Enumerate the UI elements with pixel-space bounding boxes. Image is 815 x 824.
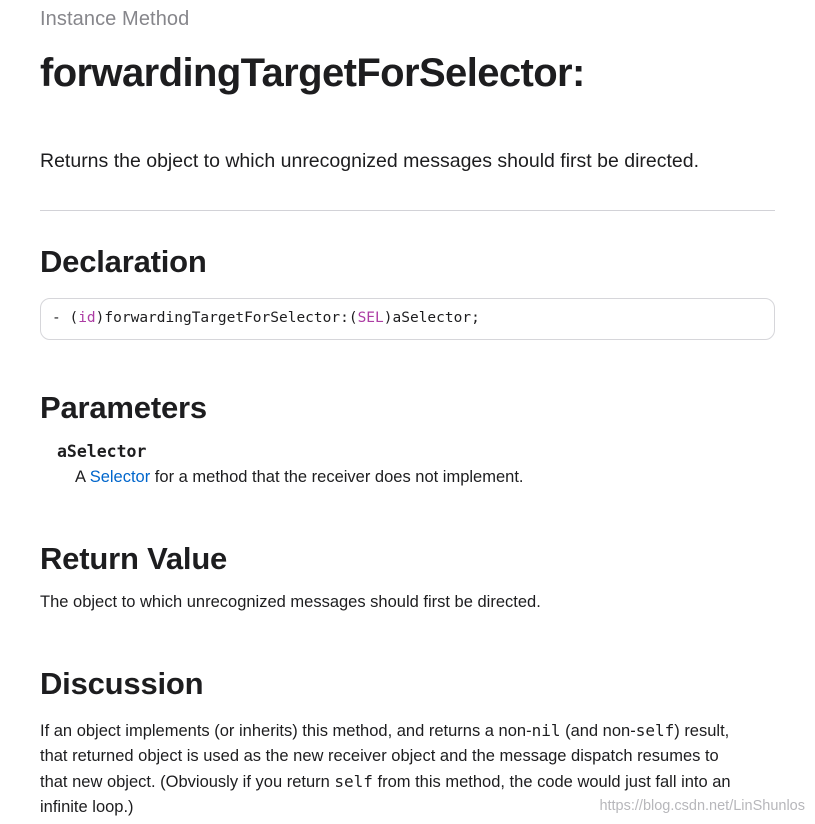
abstract-text: Returns the object to which unrecognized messages should first be directed. [40, 150, 700, 172]
code-prefix: - ( [52, 310, 79, 326]
return-value-text: The object to which unrecognized messages should first be directed. [40, 593, 541, 611]
return-value-heading: Return Value [40, 541, 228, 576]
watermark: https://blog.csdn.net/LinShunlos [599, 798, 805, 814]
discussion-text-segment: (and non- [560, 722, 636, 740]
declaration-heading: Declaration [40, 244, 207, 279]
divider [40, 210, 775, 211]
discussion-text-segment: ) result, [674, 722, 730, 740]
discussion-text-segment: from this method, the code would just fall into an [372, 773, 731, 791]
code-method-name: )forwardingTargetForSelector:( [95, 310, 358, 326]
parameter-description [75, 468, 524, 487]
parameter-desc-before: A [75, 468, 90, 486]
code-return-type[interactable]: id [78, 310, 96, 326]
inline-code-self: self [334, 772, 373, 791]
discussion-text-segment: If an object implements (or inherits) this method, and returns a non- [40, 722, 532, 740]
inline-code-self: self [635, 721, 675, 740]
page-title: forwardingTargetForSelector: [40, 51, 585, 95]
parameter-name: aSelector [57, 442, 147, 461]
declaration-code-box [40, 298, 775, 340]
selector-link[interactable]: Selector [89, 468, 151, 486]
discussion-line-2: that returned object is used as the new receiver object and the message dispatch resumes to [40, 747, 719, 765]
parameters-heading: Parameters [40, 390, 207, 425]
discussion-text-segment: that new object. (Obviously if you return [40, 773, 335, 791]
code-suffix: )aSelector; [383, 310, 480, 326]
inline-code-nil: nil [531, 721, 561, 740]
discussion-line-3 [40, 769, 780, 795]
symbol-kind-label: Instance Method [40, 8, 190, 30]
parameter-desc-after: for a method that the receiver does not implement. [150, 468, 524, 486]
code-param-type[interactable]: SEL [357, 310, 384, 326]
discussion-heading: Discussion [40, 666, 204, 701]
declaration-code [52, 310, 480, 326]
discussion-line-4: infinite loop.) [40, 798, 134, 816]
discussion-line-1 [40, 718, 780, 744]
